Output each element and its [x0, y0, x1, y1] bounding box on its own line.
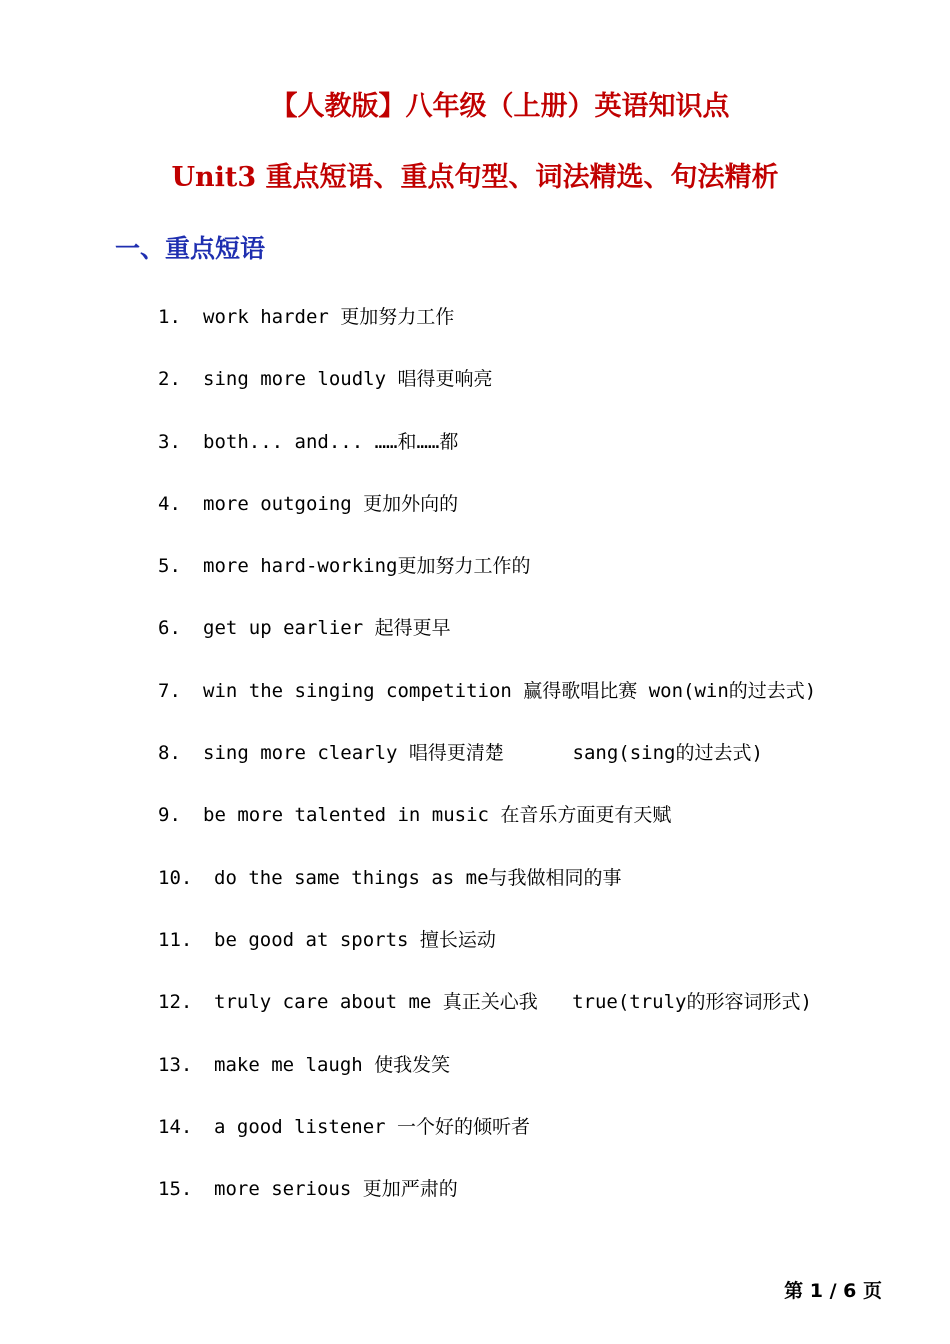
item-number: 8.	[158, 742, 181, 765]
item-text: win the singing competition 赢得歌唱比赛 won(win的过去式)	[203, 679, 817, 702]
item-number: 15.	[158, 1178, 193, 1201]
item-number: 7.	[158, 679, 181, 702]
document-subtitle: Unit3 重点短语、重点句型、词法精选、句法精析	[171, 162, 779, 193]
list-item	[158, 925, 816, 987]
item-number: 10.	[158, 866, 193, 889]
list-item	[158, 613, 816, 675]
list-item	[158, 1050, 816, 1112]
document-title: 【人教版】八年级（上册）英语知识点	[270, 91, 730, 122]
list-item	[158, 1112, 816, 1174]
section-heading: 一、重点短语	[115, 234, 266, 263]
item-text: more outgoing 更加外向的	[203, 492, 459, 515]
item-text: a good listener 一个好的倾听者	[214, 1115, 531, 1138]
list-item	[158, 676, 816, 738]
item-number: 14.	[158, 1115, 193, 1138]
list-item	[158, 1174, 816, 1236]
item-number: 3.	[158, 430, 181, 453]
item-text: get up earlier 起得更早	[203, 617, 451, 640]
item-text: more serious 更加严肃的	[214, 1178, 458, 1201]
item-text: make me laugh 使我发笑	[214, 1053, 451, 1076]
list-item	[158, 364, 816, 426]
list-item	[158, 551, 816, 613]
list-item	[158, 427, 816, 489]
item-text: more hard-working更加努力工作的	[203, 555, 531, 578]
phrase-list	[158, 302, 816, 1236]
item-text: do the same things as me与我做相同的事	[214, 866, 622, 889]
item-number: 5.	[158, 555, 181, 578]
list-item	[158, 863, 816, 925]
list-item	[158, 302, 816, 364]
item-text: sing more loudly 唱得更响亮	[203, 368, 493, 391]
item-text: sing more clearly 唱得更清楚 sang(sing的过去式)	[203, 742, 763, 765]
list-item	[158, 738, 816, 800]
item-number: 6.	[158, 617, 181, 640]
item-number: 13.	[158, 1053, 193, 1076]
item-text: be good at sports 擅长运动	[214, 928, 496, 951]
item-number: 12.	[158, 991, 193, 1014]
item-number: 2.	[158, 368, 181, 391]
list-item	[158, 489, 816, 551]
item-number: 11.	[158, 928, 193, 951]
item-text: work harder 更加努力工作	[203, 306, 455, 328]
item-number: 1.	[158, 306, 181, 328]
list-item	[158, 987, 816, 1049]
item-text: be more talented in music 在音乐方面更有天赋	[203, 804, 672, 827]
page-number: 第 1 / 6 页	[784, 1280, 882, 1302]
item-number: 9.	[158, 804, 181, 827]
item-number: 4.	[158, 492, 181, 515]
item-text: truly care about me 真正关心我 true(truly的形容词形式)	[214, 991, 812, 1014]
item-text: both... and... ……和……都	[203, 430, 459, 453]
list-item	[158, 800, 816, 862]
